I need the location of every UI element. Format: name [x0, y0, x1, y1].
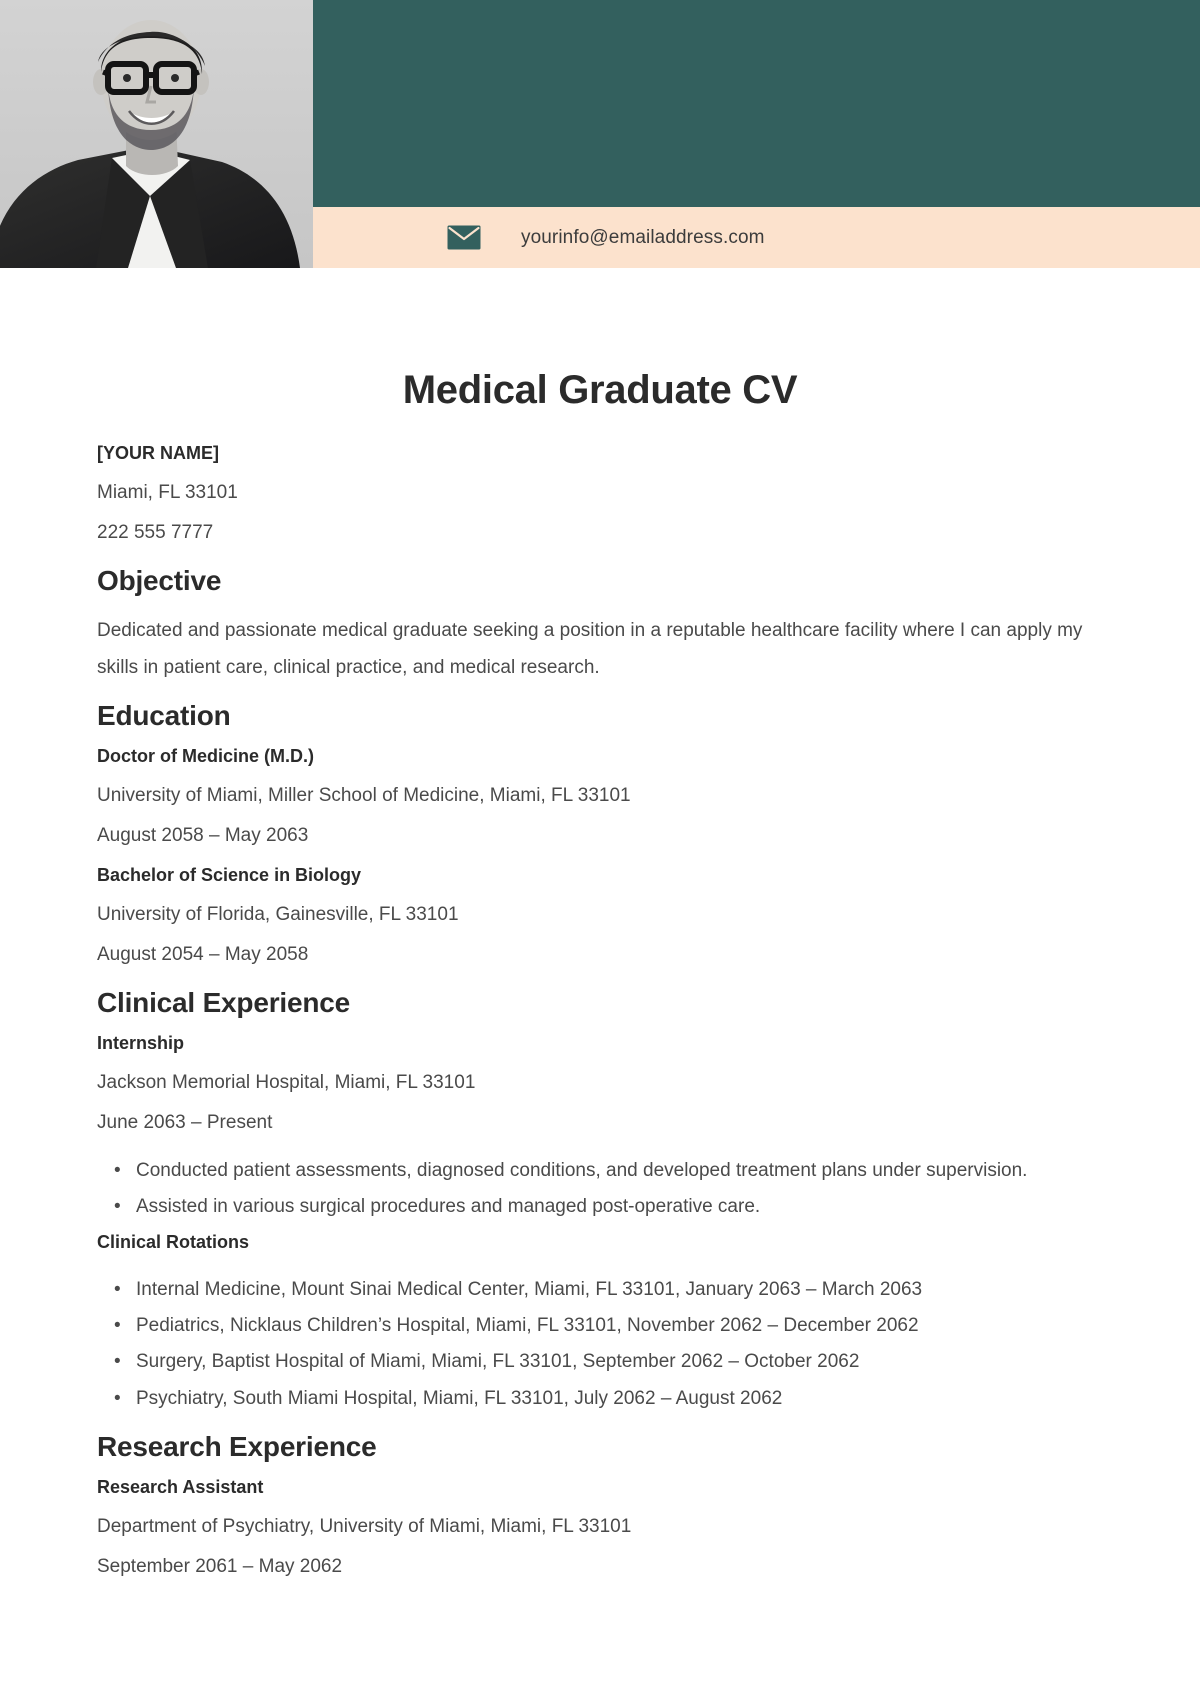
section-heading-clinical-experience: Clinical Experience	[97, 987, 350, 1019]
education-dates: August 2058 – May 2063	[97, 825, 309, 847]
internship-entry	[97, 1034, 1103, 1225]
contact-bar	[313, 207, 1200, 268]
education-degree: Bachelor of Science in Biology	[97, 865, 362, 886]
profile-photo	[0, 0, 313, 268]
cv-content	[0, 268, 1200, 1576]
page-title: Medical Graduate CV	[402, 368, 798, 412]
list-item: • Psychiatry, South Miami Hospital, Miami, FL 33101, July 2062 – August 2062	[110, 1381, 1103, 1417]
internship-title: Internship	[97, 1033, 185, 1054]
candidate-phone: 222 555 7777	[97, 522, 214, 543]
list-item: • Assisted in various surgical procedures and managed post-operative care.	[110, 1189, 1103, 1225]
list-item: • Conducted patient assessments, diagnosed conditions, and developed treatment plans under supervision.	[110, 1153, 1103, 1189]
rotations-entry	[97, 1233, 1103, 1416]
research-entry	[97, 1478, 1103, 1576]
section-heading-research-experience: Research Experience	[97, 1430, 377, 1462]
education-degree: Doctor of Medicine (M.D.)	[97, 746, 314, 767]
section-heading-education: Education	[97, 700, 231, 732]
section-heading-objective: Objective	[97, 565, 222, 596]
education-entry	[97, 747, 1103, 845]
document-header	[0, 0, 1200, 268]
research-title: Research Assistant	[97, 1476, 264, 1497]
objective-body: Dedicated and passionate medical graduate seeking a position in a reputable healthcare facility where I can apply my skills in patient care, clinical practice, and medical research.	[97, 620, 1083, 679]
candidate-name: [YOUR NAME]	[97, 443, 219, 463]
education-dates: August 2054 – May 2058	[97, 944, 309, 966]
list-item: • Surgery, Baptist Hospital of Miami, Miami, FL 33101, September 2062 – October 2062	[110, 1344, 1103, 1380]
internship-bullets	[97, 1153, 1103, 1225]
education-institution: University of Florida, Gainesville, FL 33101	[97, 904, 459, 926]
list-item: • Pediatrics, Nicklaus Children’s Hospital, Miami, FL 33101, November 2062 – December 2062	[110, 1308, 1103, 1344]
research-institution: Department of Psychiatry, University of Miami, Miami, FL 33101	[97, 1515, 632, 1537]
email-address[interactable]: yourinfo@emailaddress.com	[521, 226, 765, 248]
internship-institution: Jackson Memorial Hospital, Miami, FL 33101	[97, 1072, 476, 1094]
contact-details	[97, 444, 1103, 542]
candidate-address: Miami, FL 33101	[97, 482, 238, 503]
research-dates: September 2061 – May 2062	[97, 1555, 343, 1577]
list-item: • Internal Medicine, Mount Sinai Medical Center, Miami, FL 33101, January 2063 – March 2063	[110, 1272, 1103, 1308]
rotations-bullets	[97, 1272, 1103, 1416]
rotations-title: Clinical Rotations	[97, 1232, 250, 1253]
envelope-icon	[447, 225, 481, 250]
education-entry	[97, 866, 1103, 964]
internship-dates: June 2063 – Present	[97, 1112, 273, 1134]
education-institution: University of Miami, Miller School of Medicine, Miami, FL 33101	[97, 785, 631, 807]
teal-banner	[313, 0, 1200, 207]
